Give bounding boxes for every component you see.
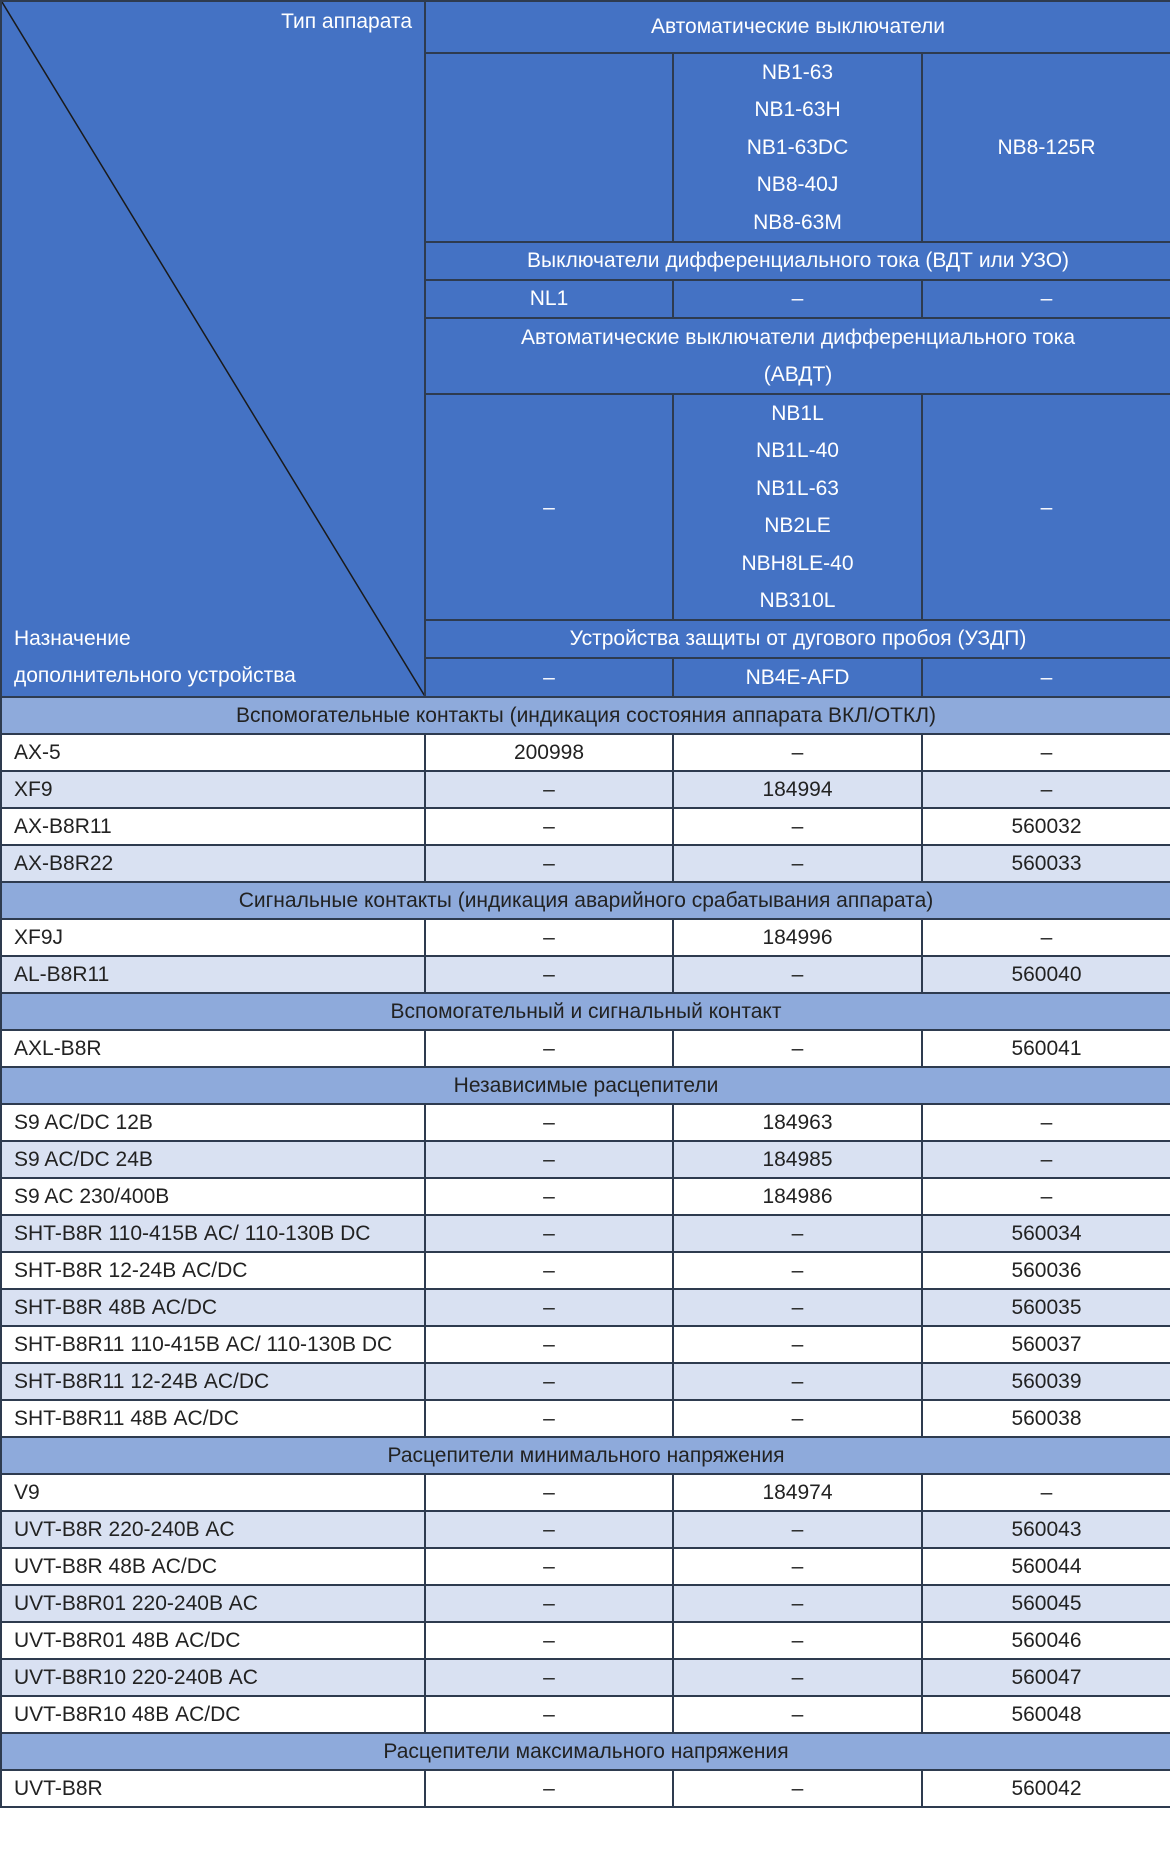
accessory-name-cell: UVT-B8R01 220-240В AC: [1, 1585, 425, 1622]
article-number-cell: –: [425, 956, 673, 993]
section-title: Сигнальные контакты (индикация аварийного срабатывания аппарата): [1, 882, 1170, 919]
article-number-cell: –: [425, 1363, 673, 1400]
table-row: [1, 845, 1170, 882]
article-number-cell: –: [922, 1474, 1170, 1511]
accessory-name-cell: SHT-B8R 110-415В AC/ 110-130В DC: [1, 1215, 425, 1252]
table-row: [1, 808, 1170, 845]
model-name: NB1-63: [761, 61, 834, 84]
article-number-cell: –: [425, 1141, 673, 1178]
article-number-cell: 560035: [922, 1289, 1170, 1326]
accessory-name-cell: AXL-B8R: [1, 1030, 425, 1067]
article-number-cell: –: [425, 1252, 673, 1289]
article-number-cell: 560038: [922, 1400, 1170, 1437]
accessory-name-cell: UVT-B8R01 48В AC/DC: [1, 1622, 425, 1659]
table-row: [1, 1363, 1170, 1400]
accessory-name-cell: UVT-B8R: [1, 1770, 425, 1807]
article-number-cell: –: [425, 845, 673, 882]
model-name: NBH8LE-40: [741, 551, 854, 575]
models-cell: [922, 394, 1170, 620]
accessory-name-cell: SHT-B8R 12-24В AC/DC: [1, 1252, 425, 1289]
accessory-name-cell: V9: [1, 1474, 425, 1511]
article-number-cell: 560045: [922, 1585, 1170, 1622]
accessory-name-cell: UVT-B8R 220-240В AC: [1, 1511, 425, 1548]
article-number-cell: –: [425, 1400, 673, 1437]
model-name: NL1: [529, 287, 569, 311]
table-row: [1, 1178, 1170, 1215]
article-number-cell: 560037: [922, 1326, 1170, 1363]
models-cell: [673, 394, 922, 620]
table-row: [1, 1585, 1170, 1622]
table-row: [1, 1548, 1170, 1585]
table-row: [1, 734, 1170, 771]
accessory-name-cell: SHT-B8R11 110-415В AC/ 110-130В DC: [1, 1326, 425, 1363]
article-number-cell: 560039: [922, 1363, 1170, 1400]
table-row: [1, 1511, 1170, 1548]
article-number-cell: 560047: [922, 1659, 1170, 1696]
table-row: [1, 1141, 1170, 1178]
article-number-cell: –: [425, 808, 673, 845]
table-row: [1, 1474, 1170, 1511]
accessory-purpose-line-2: дополнительного устройства: [14, 664, 296, 688]
group-title-rcbo: [425, 318, 1170, 394]
section-header-row: [1, 697, 1170, 734]
section-header-row: [1, 882, 1170, 919]
article-number-cell: –: [673, 845, 922, 882]
article-number-cell: –: [673, 1215, 922, 1252]
accessory-name-cell: UVT-B8R10 48В AC/DC: [1, 1696, 425, 1733]
table-row: [1, 1622, 1170, 1659]
article-number-cell: 184985: [673, 1141, 922, 1178]
article-number-cell: 560043: [922, 1511, 1170, 1548]
accessory-name-cell: SHT-B8R11 48В AC/DC: [1, 1400, 425, 1437]
article-number-cell: 184994: [673, 771, 922, 808]
section-title: Расцепители минимального напряжения: [1, 1437, 1170, 1474]
article-number-cell: 184974: [673, 1474, 922, 1511]
models-cell: [922, 658, 1170, 697]
model-name: –: [1040, 665, 1053, 689]
accessory-name-cell: SHT-B8R 48В AC/DC: [1, 1289, 425, 1326]
article-number-cell: 560034: [922, 1215, 1170, 1252]
model-name: NB4E-AFD: [745, 665, 850, 689]
model-name: Автоматические выключатели дифференциального тока: [520, 326, 1076, 350]
section-header-row: [1, 993, 1170, 1030]
article-number-cell: –: [922, 734, 1170, 771]
article-number-cell: –: [673, 1622, 922, 1659]
article-number-cell: 560048: [922, 1696, 1170, 1733]
article-number-cell: 560036: [922, 1252, 1170, 1289]
table-row: [1, 1400, 1170, 1437]
article-number-cell: –: [673, 734, 922, 771]
models-cell: [922, 280, 1170, 318]
model-name: NB1L-63: [756, 476, 839, 500]
accessory-name-cell: S9 AC/DC 12В: [1, 1104, 425, 1141]
accessory-name-cell: XF9: [1, 771, 425, 808]
group-title-rcd: Выключатели дифференциального тока (ВДТ или УЗО): [425, 242, 1170, 280]
article-number-cell: –: [922, 1178, 1170, 1215]
article-number-cell: –: [673, 808, 922, 845]
model-name: NB1-63H: [754, 98, 841, 122]
models-cell: [922, 53, 1170, 242]
article-number-cell: –: [922, 1141, 1170, 1178]
accessory-purpose-line-1: Назначение: [14, 627, 131, 651]
group-title-afdd: Устройства защиты от дугового пробоя (УЗДП): [425, 620, 1170, 658]
article-number-cell: 200998: [425, 734, 673, 771]
article-number-cell: 560032: [922, 808, 1170, 845]
article-number-cell: –: [425, 1511, 673, 1548]
model-name: NB8-63M: [753, 210, 842, 234]
models-cell: [425, 280, 673, 318]
article-number-cell: –: [673, 1585, 922, 1622]
table-row: [1, 771, 1170, 808]
model-name: NB310L: [759, 589, 836, 613]
models-cell: [673, 280, 922, 318]
article-number-cell: –: [425, 771, 673, 808]
model-name: –: [1040, 287, 1053, 311]
table-row: [1, 956, 1170, 993]
article-number-cell: 560041: [922, 1030, 1170, 1067]
accessory-name-cell: AL-B8R11: [1, 956, 425, 993]
article-number-cell: –: [425, 1659, 673, 1696]
model-name: –: [1040, 495, 1053, 519]
models-cell: [425, 53, 673, 242]
table-row: [1, 1215, 1170, 1252]
article-number-cell: –: [922, 771, 1170, 808]
article-number-cell: –: [425, 1474, 673, 1511]
article-number-cell: –: [425, 1548, 673, 1585]
model-name: –: [543, 495, 555, 519]
table-row: [1, 1030, 1170, 1067]
models-cell: [673, 53, 922, 242]
model-name: (АВДТ): [763, 363, 833, 387]
article-number-cell: –: [673, 1252, 922, 1289]
accessory-name-cell: UVT-B8R 48В AC/DC: [1, 1548, 425, 1585]
table-row: [1, 1104, 1170, 1141]
article-number-cell: –: [425, 919, 673, 956]
diagonal-header-corner: [1, 1, 425, 697]
article-number-cell: 560040: [922, 956, 1170, 993]
model-name: NB2LE: [764, 514, 831, 538]
models-cell: [425, 658, 673, 697]
section-title: Независимые расцепители: [1, 1067, 1170, 1104]
device-type-label: Тип аппарата: [281, 10, 412, 33]
article-number-cell: –: [425, 1696, 673, 1733]
section-header-row: [1, 1733, 1170, 1770]
model-name: NB8-125R: [997, 135, 1096, 159]
article-number-cell: –: [673, 1030, 922, 1067]
article-number-cell: –: [673, 1511, 922, 1548]
article-number-cell: –: [425, 1104, 673, 1141]
article-number-cell: –: [425, 1770, 673, 1807]
accessory-name-cell: AX-5: [1, 734, 425, 771]
section-header-row: [1, 1437, 1170, 1474]
article-number-cell: –: [425, 1215, 673, 1252]
accessory-name-cell: S9 AC 230/400В: [1, 1178, 425, 1215]
article-number-cell: 560033: [922, 845, 1170, 882]
article-number-cell: –: [673, 1770, 922, 1807]
article-number-cell: 184963: [673, 1104, 922, 1141]
models-cell: [425, 394, 673, 620]
article-number-cell: –: [673, 1363, 922, 1400]
model-name: NB1L: [771, 402, 824, 426]
article-number-cell: 184986: [673, 1178, 922, 1215]
model-name: NB1-63DC: [746, 135, 849, 159]
section-header-row: [1, 1067, 1170, 1104]
article-number-cell: 560042: [922, 1770, 1170, 1807]
table-row: [1, 1770, 1170, 1807]
model-name: NB8-40J: [756, 173, 839, 197]
article-number-cell: –: [673, 1326, 922, 1363]
group-title-circuit-breakers: Автоматические выключатели: [425, 1, 1170, 53]
section-title: Расцепители максимального напряжения: [1, 1733, 1170, 1770]
table-row: [1, 1659, 1170, 1696]
diagonal-divider-line: [2, 2, 425, 697]
accessory-name-cell: AX-B8R22: [1, 845, 425, 882]
article-number-cell: 184996: [673, 919, 922, 956]
accessory-name-cell: AX-B8R11: [1, 808, 425, 845]
article-number-cell: –: [425, 1326, 673, 1363]
accessory-name-cell: SHT-B8R11 12-24В AC/DC: [1, 1363, 425, 1400]
accessory-name-cell: S9 AC/DC 24В: [1, 1141, 425, 1178]
article-number-cell: –: [922, 1104, 1170, 1141]
article-number-cell: 560044: [922, 1548, 1170, 1585]
article-number-cell: –: [425, 1289, 673, 1326]
accessory-purpose-label: [14, 620, 296, 694]
article-number-cell: –: [673, 1289, 922, 1326]
accessory-name-cell: UVT-B8R10 220-240В AC: [1, 1659, 425, 1696]
article-number-cell: –: [673, 1548, 922, 1585]
article-number-cell: –: [425, 1030, 673, 1067]
table-row: [1, 1252, 1170, 1289]
article-number-cell: 560046: [922, 1622, 1170, 1659]
header-group-1-title-row: [1, 1, 1170, 53]
article-number-cell: –: [425, 1622, 673, 1659]
table-row: [1, 919, 1170, 956]
article-number-cell: –: [673, 1659, 922, 1696]
model-name: –: [543, 665, 555, 689]
section-title: Вспомогательный и сигнальный контакт: [1, 993, 1170, 1030]
article-number-cell: –: [673, 1696, 922, 1733]
models-cell: [673, 658, 922, 697]
article-number-cell: –: [673, 956, 922, 993]
section-title: Вспомогательные контакты (индикация состояния аппарата ВКЛ/ОТКЛ): [1, 697, 1170, 734]
article-number-cell: –: [425, 1178, 673, 1215]
article-number-cell: –: [922, 919, 1170, 956]
article-number-cell: –: [425, 1585, 673, 1622]
table-row: [1, 1696, 1170, 1733]
table-row: [1, 1289, 1170, 1326]
table-row: [1, 1326, 1170, 1363]
model-name: NB1L-40: [756, 439, 839, 463]
model-name: –: [791, 287, 804, 311]
accessory-name-cell: XF9J: [1, 919, 425, 956]
article-number-cell: –: [673, 1400, 922, 1437]
